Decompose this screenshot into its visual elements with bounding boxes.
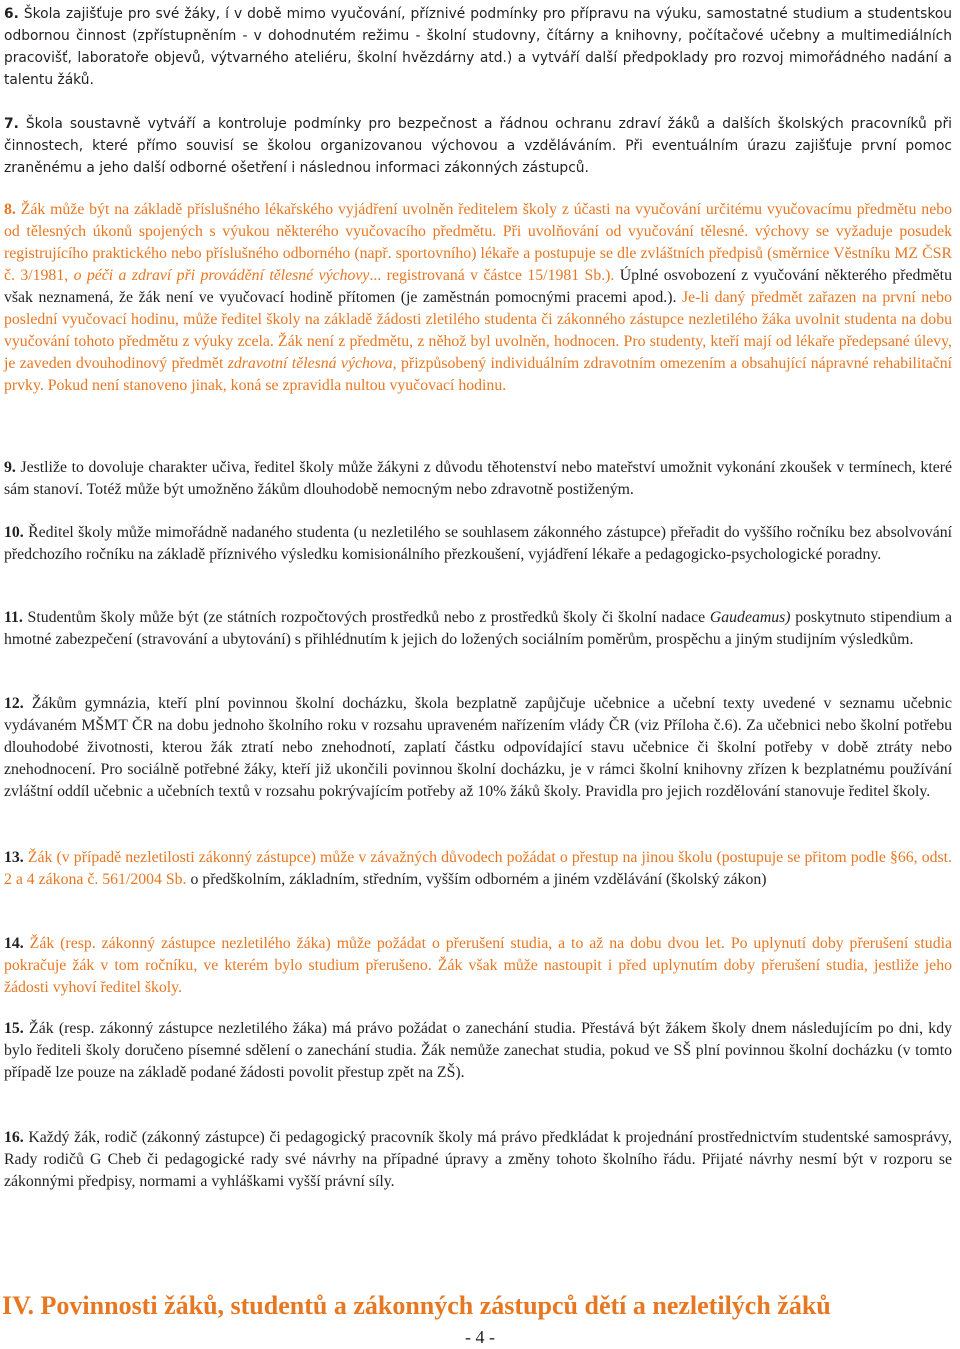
paragraph-7 xyxy=(4,113,952,179)
paragraph-text: Studentům školy může být (ze státních rozpočtových prostředků nebo z prostředků školy či školní nadace xyxy=(22,609,710,626)
paragraph-8 xyxy=(4,199,952,397)
paragraph-text: Žák může být na základě příslušného lékařského vyjádření uvolněn ředitelem školy z účasti na vyučování určitému vyučovacímu předmětu nebo od tělesných úkonů spojených s výukou některého vyučovacího předmětu. Při uvolňování od vyučování tělesné. výchovy se vyžaduje posudek registrujícího praktického nebo příslušného odborného (např. sportovního) lékaře a postupuje se dle zvláštních předpisů (směrnice Věstníku MZ ČSR č. 3/1981, xyxy=(4,201,952,284)
paragraph-9 xyxy=(4,457,952,501)
paragraph-text: Žák (v případě nezletilosti zákonný zástupce) může v závažných důvodech požádat o přestup na jinou školu (postupuje se přitom podle §66, odst. 2 a 4 zákona č. 561/2004 Sb. xyxy=(4,849,952,888)
paragraph-number: 10. xyxy=(4,524,24,541)
paragraph-text: Žákům gymnázia, kteří plní povinnou školní docházku, škola bezplatně zapůjčuje učebnice a učební texty uvedené v seznamu učebnic vydávaném MŠMT ČR na dobu jednoho školního roku v rozsahu upraveném nařízením vlády ČR (viz Příloha č.6). Za učebnici nebo školní potřebu dlouhodobé životnosti, kterou žák ztratí nebo znehodnotí, zaplatí částku odpovídající stavu učebnice či školní potřeby v době ztráty nebo znehodnocení. Pro sociálně potřebné žáky, kteří již ukončili povinnou školní docházku, je v rámci školní knihovny zřízen k bezplatnému používání zvláštní oddíl učebnic a učebních textů v rozsahu pokrývajícím potřeby až 10% žáků školy. Pravidla pro jejich rozdělování stanovuje ředitel školy. xyxy=(4,695,952,800)
italic-subject-name: zdravotní tělesná výchova, xyxy=(227,355,397,372)
paragraph-10 xyxy=(4,522,952,566)
paragraph-number: 14. xyxy=(4,935,24,952)
paragraph-text: Každý žák, rodič (zákonný zástupce) či pedagogický pracovník školy má právo předkládat k projednání prostřednictvím studentské samosprávy, Rady rodičů G Cheb či pedagogické rady své návrhy na případné úpravy a změny tohoto školního řádu. Přijaté návrhy nesmí být v rozporu se zákonnými předpisy, normami a vyhláškami vyšší právní síly. xyxy=(4,1129,952,1190)
paragraph-number: 8. xyxy=(4,201,16,218)
paragraph-text: Při eventuálním úrazu zajišťuje první pomoc zraněnému a jeho další odborné ošetření i následnou informaci zákonných zástupců. xyxy=(4,138,952,176)
paragraph-text: Je-li daný předmět zařazen na první nebo poslední vyučovací hodinu, může ředitel školy na základě žádosti zletilého studenta či zákonného zástupce nezletilého žáka uvolnit studenta na dobu vyučování tohoto předmětu z výuky zcela. Žák není z předmětu, z něhož byl uvolněn, hodnocen. Pro studenty, kteří mají od lékaře předepsané úlevy, je zaveden dvouhodinový předmět xyxy=(4,289,952,372)
italic-foundation-name: Gaudeamus) xyxy=(709,609,791,626)
paragraph-number: 11. xyxy=(4,609,23,626)
paragraph-14 xyxy=(4,933,952,999)
page-number: - 4 - xyxy=(465,1327,495,1347)
paragraph-text: o předškolním, základním, středním, vyšším odborném a jiném vzdělávání (školský zákon) xyxy=(186,871,767,888)
paragraph-number: 7. xyxy=(4,116,19,132)
paragraph-text: ... registrovaná v částce 15/1981 Sb.). xyxy=(369,267,620,284)
section-heading: IV. Povinnosti žáků, studentů a zákonných zástupců dětí a nezletilých žáků xyxy=(2,1291,831,1320)
paragraph-number: 15. xyxy=(4,1020,24,1037)
italic-citation: o péči a zdraví při provádění tělesné výchovy xyxy=(73,267,370,284)
paragraph-text: Ředitel školy může mimořádně nadaného studenta (u nezletilého se souhlasem zákonného zástupce) přeřadit do vyššího ročníku bez absolvování předchozího ročníku na základě příznivého výsledku komisionálního přezkoušení, vyjádření lékaře a pedagogicko-psychologické poradny. xyxy=(4,524,952,563)
paragraph-number: 6. xyxy=(4,6,19,22)
paragraph-11 xyxy=(4,607,952,651)
paragraph-number: 9. xyxy=(4,459,16,476)
paragraph-text: poskytnuto stipendium a hmotné zabezpečení (stravování a ubytování) s přihlédnutím k jejich do ložených sociálním poměrům, prospěchu a jiným studijním výsledkům. xyxy=(4,609,952,648)
paragraph-text: Žák (resp. zákonný zástupce nezletilého žáka) může požádat o přerušení studia, a to až na dobu dvou let. xyxy=(23,935,731,952)
paragraph-13 xyxy=(4,847,952,891)
paragraph-6 xyxy=(4,3,952,91)
paragraph-text: Škola soustavně vytváří a kontroluje podmínky pro bezpečnost a řádnou ochranu zdraví žáků a dalších školských pracovníků při činnostech, které přímo souvisí se školou organizovanou výchovou a vzděláváním. xyxy=(4,116,952,154)
paragraph-text: Po uplynutí doby přerušení studia pokračuje žák v tom ročníku, ve kterém bylo studium přerušeno. Žák však může nastoupit i před uplynutím doby přerušení studia, jestliže jeho žádosti vyhoví ředitel školy. xyxy=(4,935,952,996)
paragraph-number: 12. xyxy=(4,695,24,712)
paragraph-16 xyxy=(4,1127,952,1193)
paragraph-12 xyxy=(4,693,952,803)
paragraph-number: 16. xyxy=(4,1129,24,1146)
paragraph-text: Úplné osvobození z vyučování některého předmětu však neznamená, že žák není ve vyučovací hodině přítomen (je zaměstnán pomocnými pracemi apod.). xyxy=(4,267,952,306)
paragraph-number: 13. xyxy=(4,849,24,866)
paragraph-text: Jestliže to dovoluje charakter učiva, ředitel školy může žákyni z důvodu těhotenství nebo mateřství umožnit vykonání zkoušek v termínech, které sám stanoví. Totéž může být umožněno žákům dlouhodobě nemocným nebo zdravotně postiženým. xyxy=(4,459,952,498)
paragraph-text: přizpůsobený individuálním zdravotním omezením a obsahující nápravné rehabilitační prvky. Pokud není stanoveno jinak, koná se zpravidla nultou vyučovací hodinu. xyxy=(4,355,953,394)
paragraph-text: Žák (resp. zákonný zástupce nezletilého žáka) má právo požádat o zanechání studia. Přestává být žákem školy dnem následujícím po dni, kdy bylo řediteli školy doručeno písemné sdělení o zanechání studia. Žák nemůže zanechat studia, pokud ve SŠ plní povinnou školní docházku (v tomto případě lze pouze na základě podané žádosti povolit přestup zpět na ZŠ). xyxy=(4,1020,952,1081)
paragraph-15 xyxy=(4,1018,952,1084)
paragraph-text: Škola zajišťuje pro své žáky, í v době mimo vyučování, příznivé podmínky pro přípravu na výuku, samostatné studium a studentskou odbornou činnost (zpřístupněním - v dohodnutém režimu - školní studovny, čítárny a knihovny, počítačové učebny a multimediálních pracovišť, laboratoře objevů, výtvarného ateliéru, školní hvězdárny atd.) a vytváří další předpoklady pro rozvoj mimořádného nadání a talentu žáků. xyxy=(4,6,952,88)
